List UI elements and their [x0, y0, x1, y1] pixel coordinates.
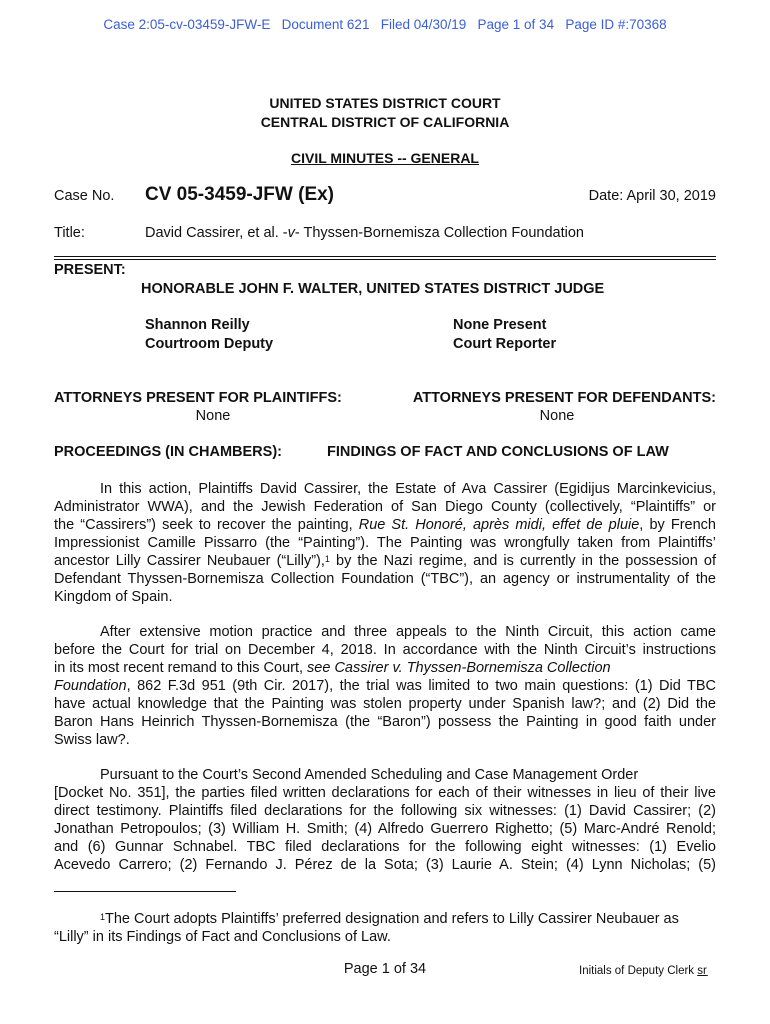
present-label: PRESENT:	[54, 262, 126, 278]
attorneys-defendants-label: ATTORNEYS PRESENT FOR DEFENDANTS:	[412, 390, 716, 406]
page-number: Page 1 of 34	[343, 961, 427, 977]
proceedings-label: PROCEEDINGS (IN CHAMBERS):	[54, 444, 282, 460]
judge-name: HONORABLE JOHN F. WALTER, UNITED STATES DISTRICT JUDGE	[141, 281, 605, 297]
deputy-name: Shannon Reilly	[145, 317, 250, 333]
deputy-title: Courtroom Deputy	[145, 336, 274, 352]
proceedings-title: FINDINGS OF FACT AND CONCLUSIONS OF LAW	[327, 444, 669, 460]
divider-rule-bottom	[54, 259, 716, 260]
case-title: David Cassirer, et al. -v- Thyssen-Bornemisza Collection Foundation	[145, 225, 584, 241]
title-label: Title:	[54, 225, 85, 241]
case-no-label: Case No.	[54, 188, 115, 204]
attorneys-plaintiffs-label: ATTORNEYS PRESENT FOR PLAINTIFFS:	[54, 390, 342, 406]
divider-rule-top	[54, 256, 716, 257]
reporter-name: None Present	[453, 317, 547, 333]
footnote-ref-1: 1	[324, 554, 330, 564]
footnote-1: $^1$The Court adopts Plaintiffs’ preferred designation and refers to Lilly Cassirer Neubauer as “Lilly” in its Findings of Fact and Conclusions of Law.	[54, 911, 679, 945]
case-no-value: CV 05-3459-JFW (Ex)	[145, 184, 335, 205]
paragraph-2: After extensive motion practice and three appeals to the Ninth Circuit, this action came before the Court for trial on December 4, 2018. In accordance with the Ninth Circuit’s instructions in its most recent remand to this Court, see Cassirer v. Thyssen-Bornemisza Collection Foundation, 862 F.3d 951 (9th Cir. 2017), the trial was limited to two main questions: (1) Did TBC have actual knowledge that the Painting was stolen property under Spanish law?; and (2) Did the Baron Hans Heinrich Thyssen-Bornemisza (the “Baron”) possess the Painting in good faith under Swiss law?.	[54, 624, 716, 748]
court-name: UNITED STATES DISTRICT COURT	[269, 95, 501, 111]
footnote-rule	[54, 891, 236, 892]
court-district: CENTRAL DISTRICT OF CALIFORNIA	[260, 114, 510, 130]
minutes-title: CIVIL MINUTES -- GENERAL	[291, 150, 479, 166]
attorneys-defendants-value: None	[539, 408, 575, 424]
paragraph-3: Pursuant to the Court’s Second Amended Scheduling and Case Management Order [Docket No. 351], the parties filed written declarations for each of their witnesses in lieu of their live direct testimony. Plaintiffs filed declarations for the following six witnesses: (1) David Cassirer; (2) Jonathan Petropoulos; (3) William H. Smith; (4) Alfredo Guerrero Righetto; (5) Marc-André Renold; and (6) Gunnar Schnabel. TBC filed declarations for the following eight witnesses: (1) Evelio Acevedo Carrero; (2) Fernando J. Pérez de la Sota; (3) Laurie A. Stein; (4) Lynn Nicholas; (5)	[54, 767, 716, 873]
reporter-title: Court Reporter	[453, 336, 557, 352]
case-date: Date: April 30, 2019	[588, 188, 716, 204]
attorneys-plaintiffs-value: None	[195, 408, 231, 424]
case-header-line: Case 2:05-cv-03459-JFW-E Document 621 Filed 04/30/19 Page 1 of 34 Page ID #:70368	[103, 17, 667, 32]
paragraph-1: In this action, Plaintiffs David Cassirer, the Estate of Ava Cassirer (Egidijus Marcinkevicius, Administrator WWA), and the Jewish Federation of San Diego County (collectively, “Plaintiffs” or the “Cassirers”) seek to recover the painting, Rue St. Honoré, après midi, effet de pluie, by French Impressionist Camille Pissarro (the “Painting”). The Painting was wrongfully taken from Plaintiffs’ ancestor Lilly Cassirer Neubauer (“Lilly”),$^1$ by the Nazi regime, and is currently in the possession of Defendant Thyssen-Bornemisza Collection Foundation (“TBC”), an agency or instrumentality of the Kingdom of Spain.	[54, 481, 716, 605]
deputy-initials: Initials of Deputy Clerk sr	[579, 965, 707, 977]
